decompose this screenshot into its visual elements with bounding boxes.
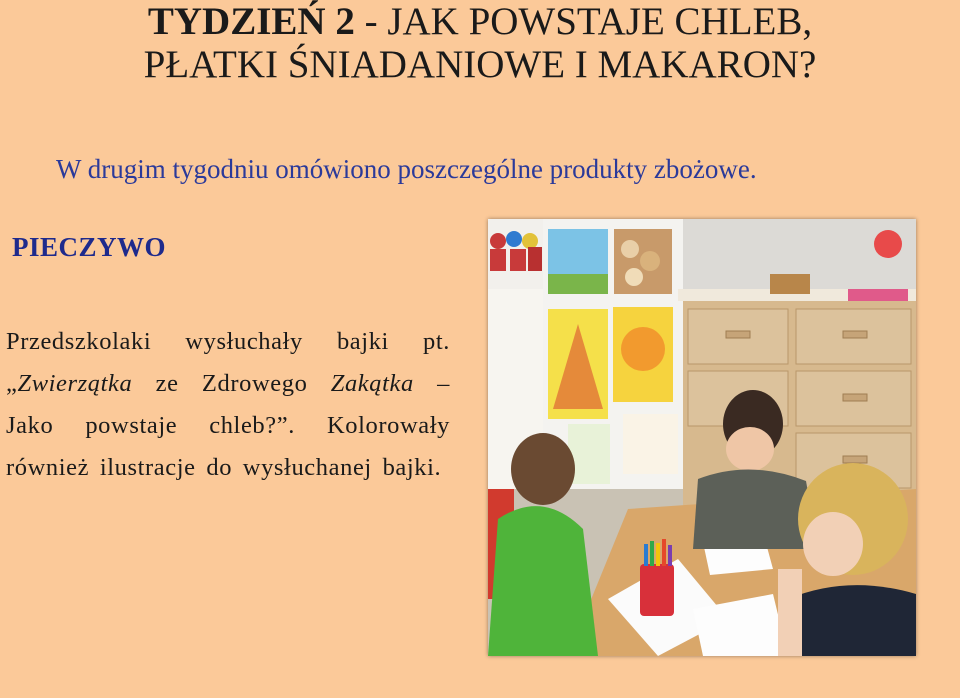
photo-crayon-cup bbox=[640, 564, 674, 616]
photo-crayon bbox=[668, 545, 672, 566]
photo-basket bbox=[770, 274, 810, 294]
title-topic-line1: - JAK POWSTAJE CHLEB, bbox=[354, 0, 813, 43]
photo-bread bbox=[621, 240, 639, 258]
photo-child-dress bbox=[788, 585, 916, 656]
photo-drawer-handle bbox=[726, 331, 750, 338]
photo-cup bbox=[510, 249, 526, 271]
photo-child-face bbox=[803, 512, 863, 576]
photo-child-face bbox=[726, 427, 774, 471]
photo-crayon bbox=[656, 543, 660, 566]
photo-toy bbox=[522, 233, 538, 249]
story-title-word1: Zwierzątka bbox=[17, 370, 133, 397]
intro-text: W drugim tygodniu omówiono poszczególne produkty zbożowe. bbox=[56, 154, 757, 184]
photo-child-arm bbox=[778, 569, 802, 656]
title-topic-line2: PŁATKI ŚNIADANIOWE I MAKARON? bbox=[143, 43, 817, 86]
title-week-label: TYDZIEŃ 2 bbox=[147, 0, 355, 43]
photo-drawer-handle bbox=[843, 394, 867, 401]
classroom-photo bbox=[488, 219, 916, 656]
photo-drawer-handle bbox=[843, 456, 867, 463]
photo-child-hair bbox=[511, 433, 575, 505]
photo-toy bbox=[490, 233, 506, 249]
photo-crayon bbox=[662, 539, 666, 566]
photo-bread bbox=[625, 268, 643, 286]
story-title-word2: Zakątka bbox=[330, 370, 414, 397]
body-paragraph bbox=[6, 321, 450, 489]
slide-title bbox=[0, 0, 960, 86]
photo-drawer-handle bbox=[843, 331, 867, 338]
photo-cup bbox=[490, 249, 506, 271]
body-text-part2: ze Zdrowego bbox=[132, 370, 331, 397]
photo-bread bbox=[640, 251, 660, 271]
photo-crayon bbox=[650, 541, 654, 566]
body-text-part1: Przedszkolaki wysłuchały bajki pt. „ bbox=[6, 328, 450, 397]
section-heading: PIECZYWO bbox=[12, 232, 167, 262]
body-text-part3: – Jako powstaje chleb?”. Kolorowały również ilustracje do wysłuchanej bajki. bbox=[6, 370, 451, 481]
photo-crayon bbox=[644, 544, 648, 566]
photo-toy-figure bbox=[874, 230, 902, 258]
photo-toy bbox=[506, 231, 522, 247]
photo-poster-chart bbox=[623, 414, 678, 474]
photo-poster-sun bbox=[621, 327, 665, 371]
photo-child-shirt bbox=[488, 506, 598, 656]
photo-poster-grass bbox=[548, 274, 608, 294]
classroom-photo-drawing bbox=[488, 219, 916, 656]
photo-cup bbox=[528, 247, 542, 271]
